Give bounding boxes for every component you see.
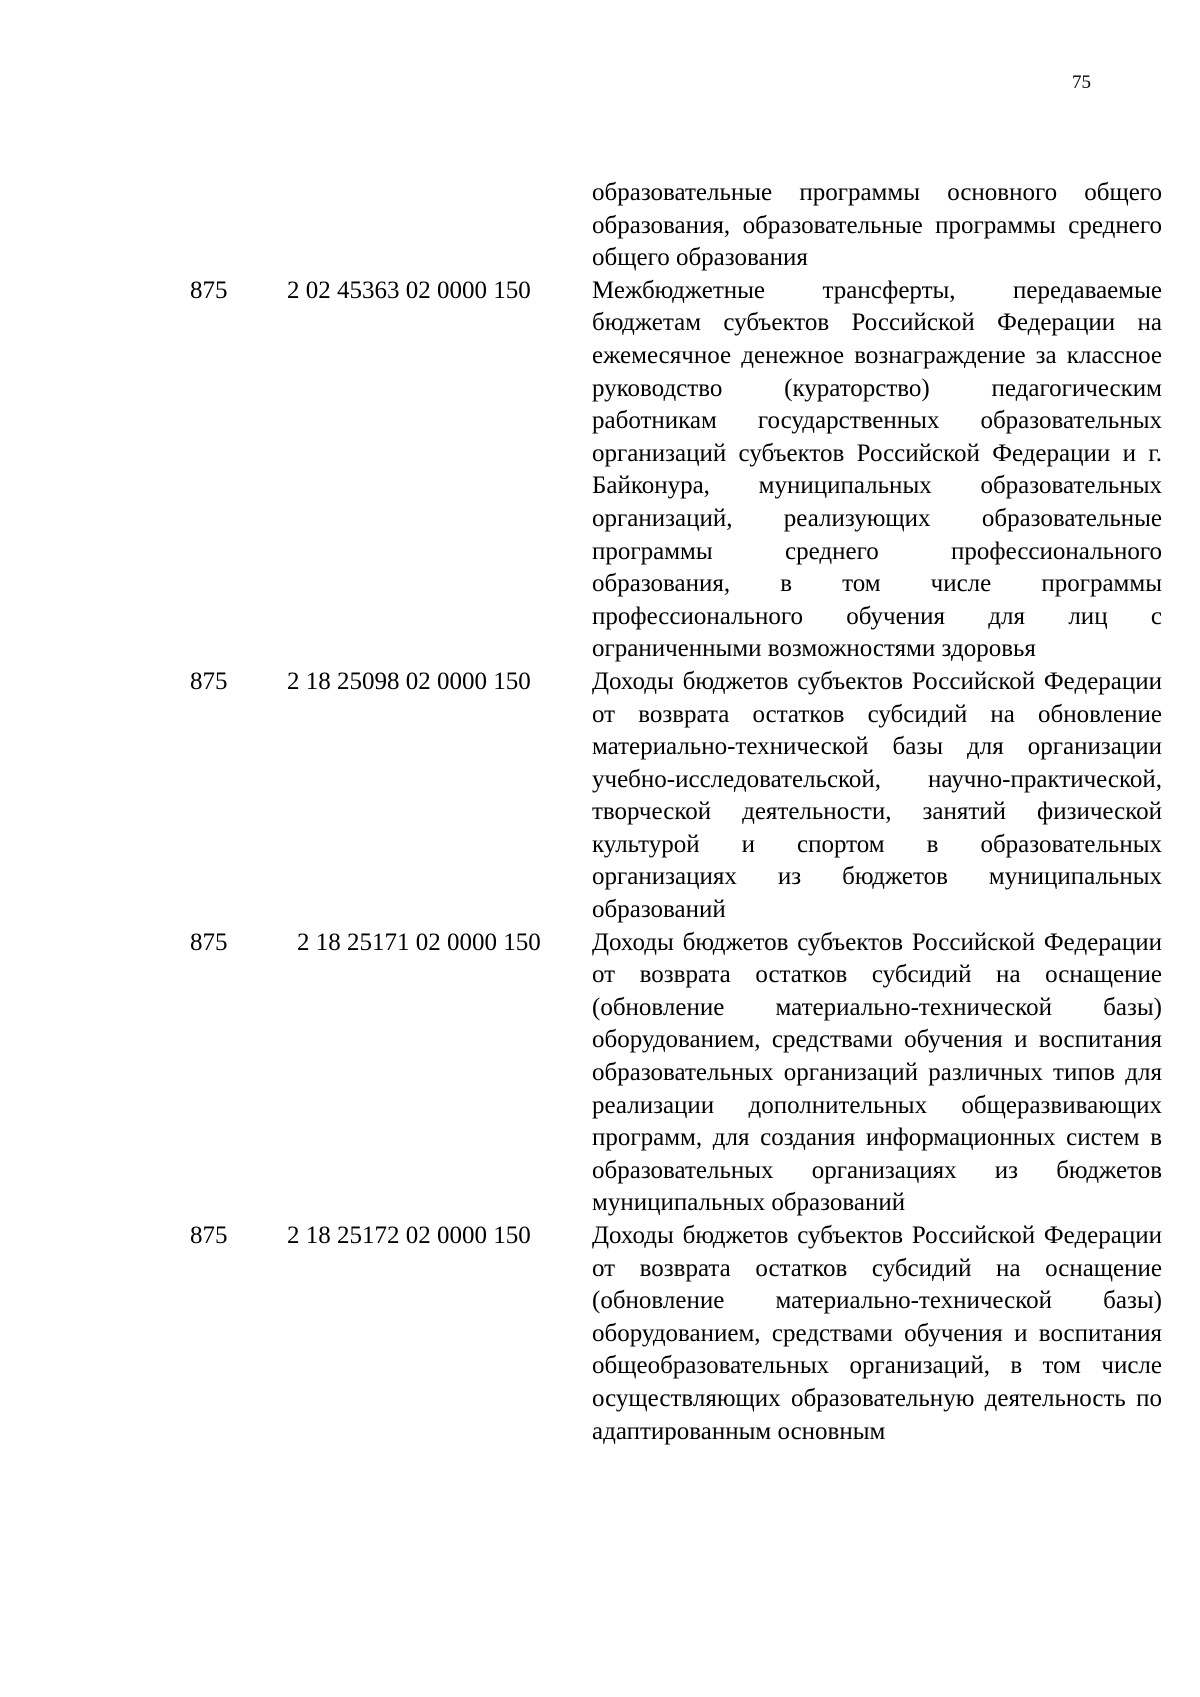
table-row <box>0 666 1200 927</box>
table-row <box>0 1220 1200 1448</box>
budget-code-table <box>0 177 1200 1448</box>
table-row <box>0 927 1200 1220</box>
admin-code: 875 <box>190 276 228 304</box>
admin-code: 875 <box>190 1222 228 1249</box>
budget-classification-code: 2 18 25172 02 0000 150 <box>287 1222 531 1249</box>
revenue-description: Доходы бюджетов субъектов Российской Федерации от возврата остатков субсидий на оснащение (обновление материально-технической базы) оборудованием, средствами обучения и воспитания образовательных организаций различных типов для реализации дополнительных общеразвивающих программ, для создания информационных систем в образовательных организациях из бюджетов муниципальных образований <box>592 928 1162 1217</box>
budget-classification-code: 2 18 25171 02 0000 150 <box>297 928 541 956</box>
budget-classification-code: 2 18 25098 02 0000 150 <box>287 667 531 695</box>
revenue-description: Межбюджетные трансферты, передаваемые бюджетам субъектов Российской Федерации на ежемесячное денежное вознаграждение за классное руководство (кураторство) педагогическим работникам государственных образовательных организаций субъектов Российской Федерации и г. Байконура, муниципальных образовательных организаций, реализующих образовательные программы среднего профессионального образования, в том числе программы профессионального обучения для лиц с ограниченными возможностями здоровья <box>592 276 1162 663</box>
table-row <box>0 177 1200 275</box>
revenue-description: образовательные программы основного общего образования, образовательные программы среднего общего образования <box>592 179 1162 272</box>
page-number: 75 <box>1072 72 1091 93</box>
admin-code: 875 <box>190 928 228 956</box>
admin-code: 875 <box>190 667 228 695</box>
budget-classification-code: 2 02 45363 02 0000 150 <box>287 276 531 304</box>
revenue-description: Доходы бюджетов субъектов Российской Федерации от возврата остатков субсидий на обновление материально-технической базы для организации учебно-исследовательской, научно-практической, творческой деятельности, занятий физической культурой и спортом в образовательных организациях из бюджетов муниципальных образований <box>592 667 1162 924</box>
table-row <box>0 275 1200 666</box>
revenue-description: Доходы бюджетов субъектов Российской Федерации от возврата остатков субсидий на оснащение (обновление материально-технической базы) оборудованием, средствами обучения и воспитания общеобразовательных организаций, в том числе осуществляющих образовательную деятельность по адаптированным основным <box>592 1222 1162 1445</box>
